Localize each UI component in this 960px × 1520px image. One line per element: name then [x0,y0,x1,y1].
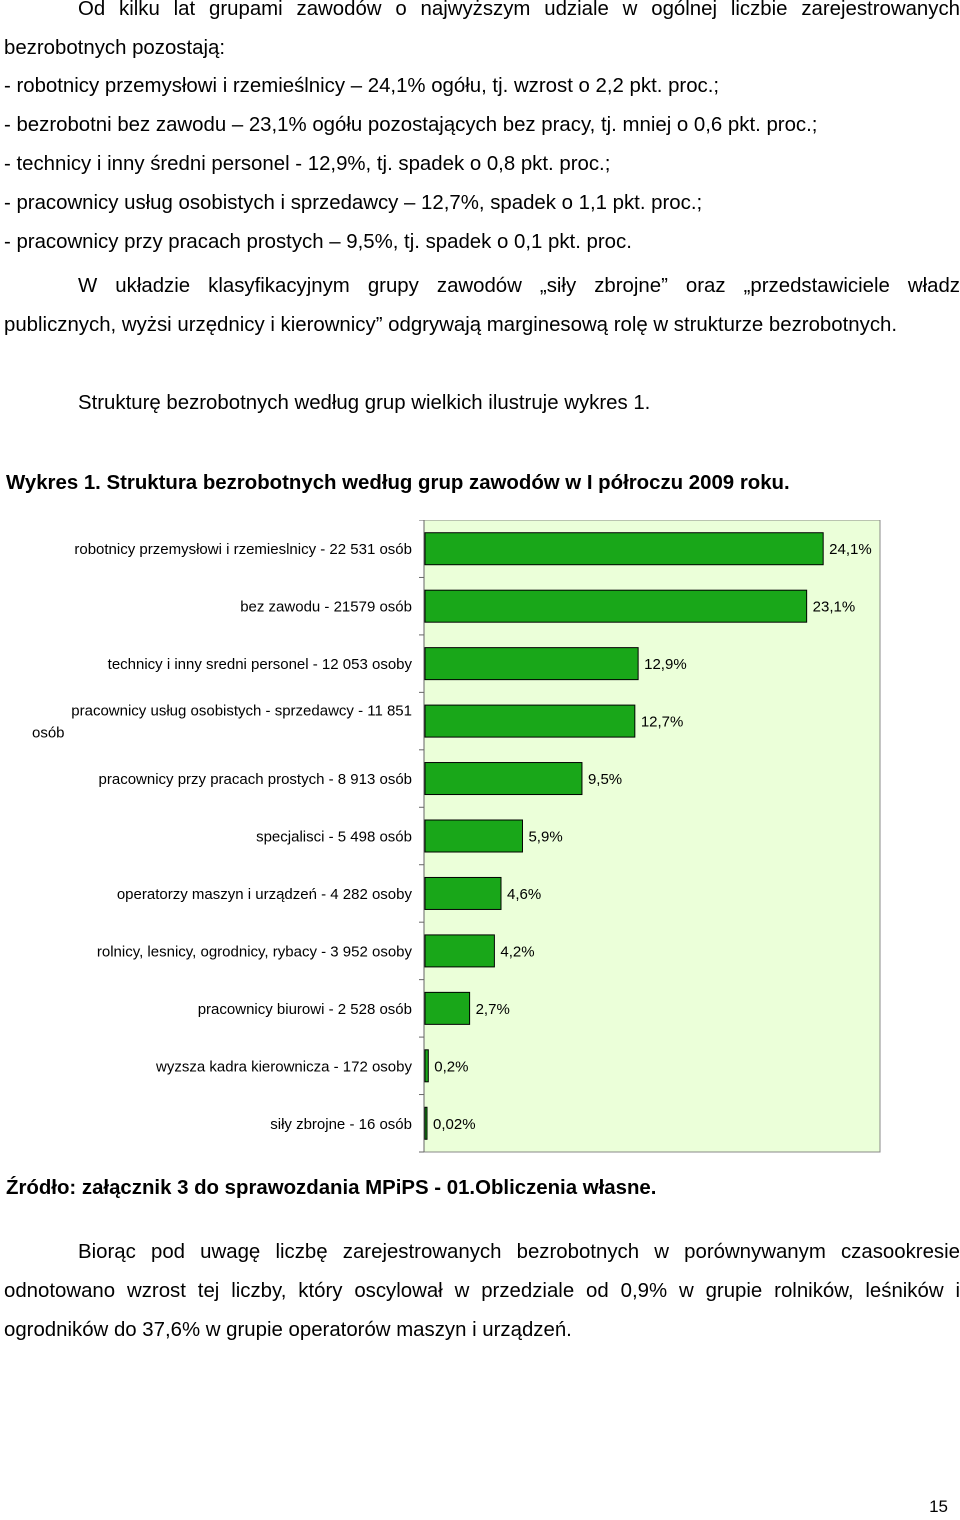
category-label: specjalisci - 5 498 osób [256,828,412,846]
data-label: 4,2% [500,943,535,961]
category-label: rolnicy, lesnicy, ogrodnicy, rybacy - 3 952 osoby [96,943,412,961]
data-label: 2,7% [475,1000,510,1018]
source-note: Źródło: załącznik 3 do sprawozdania MPiPS - 01.Obliczenia własne. [6,1177,657,1199]
category-label: bez zawodu - 21579 osób [240,598,412,616]
data-label: 0,02% [433,1115,476,1133]
body-paragraph: Strukturę bezrobotnych według grup wielkich ilustruje wykres 1. [78,392,651,414]
data-label: 24,1% [829,541,872,559]
category-label: siły zbrojne - 16 osób [270,1115,412,1133]
chart-bar [425,763,582,795]
data-label: 9,5% [587,771,623,789]
chart-bar [425,590,807,622]
data-label: 4,6% [507,885,542,903]
bullet-item: - pracownicy usług osobistych i sprzedawcy – 12,7%, spadek o 1,1 pkt. proc.; [4,192,703,214]
body-paragraph: W układzie klasyfikacyjnym grupy zawodów „siły zbrojne” oraz „przedstawiciele władz publicznych, wyżsi urzędnicy i kierownicy” odgrywają marginesową rolę w strukturze bezrobotnych. [4,275,960,336]
chart-bar [425,1050,428,1082]
chart-bar [425,1107,427,1139]
data-label: 5,9% [528,828,563,846]
data-label: 23,1% [812,598,856,616]
page-number: 15 [929,1497,948,1516]
body-paragraph: Biorąc pod uwagę liczbę zarejestrowanych bezrobotnych w porównywanym czasookresie odnotowano wzrost tej liczby, który oscylował w przedziale od 0,9% w grupie rolników, leśników i ogrodników do 37,6% w grupie operatorów maszyn i urządzeń. [4,1241,960,1341]
category-label: technicy i inny sredni personel - 12 053 osoby [107,656,412,674]
bar-chart [0,520,960,1160]
chart-bar [425,992,470,1024]
bullet-item: - bezrobotni bez zawodu – 23,1% ogółu pozostających bez pracy, tj. mniej o 0,6 pkt. proc.; [4,114,818,136]
category-label: pracownicy przy pracach prostych - 8 913 osób [98,771,412,789]
data-label: 12,7% [640,713,684,731]
chart-bar [425,935,494,967]
chart-bar [425,877,501,909]
category-label: wyzsza kadra kierownicza - 172 osoby [156,1058,412,1076]
category-label: pracownicy usług osobistych - sprzedawcy - 11 851 osób [32,702,412,742]
bullet-item: - robotnicy przemysłowi i rzemieślnicy – 24,1% ogółu, tj. wzrost o 2,2 pkt. proc.; [4,75,720,97]
category-label: operatorzy maszyn i urządzeń - 4 282 osoby [116,885,412,903]
intro-paragraph: Od kilku lat grupami zawodów o najwyższym udziale w ogólnej liczbie zarejestrowanych bezrobotnych pozostają: [4,0,960,59]
chart-heading: Wykres 1. Struktura bezrobotnych według grup zawodów w I półroczu 2009 roku. [6,472,790,494]
bullet-item: - technicy i inny średni personel - 12,9%, tj. spadek o 0,8 pkt. proc.; [4,153,611,175]
data-label: 12,9% [644,656,687,674]
chart-bar [425,533,823,565]
chart-bar [425,705,635,737]
bullet-item: - pracownicy przy pracach prostych – 9,5%, tj. spadek o 0,1 pkt. proc. [4,231,632,253]
data-label: 0,2% [434,1058,469,1076]
chart-bar [425,820,522,852]
category-label: robotnicy przemysłowi i rzemieslnicy - 22 531 osób [74,541,412,559]
chart-bar [425,648,638,680]
category-label: pracownicy biurowi - 2 528 osób [197,1000,412,1018]
